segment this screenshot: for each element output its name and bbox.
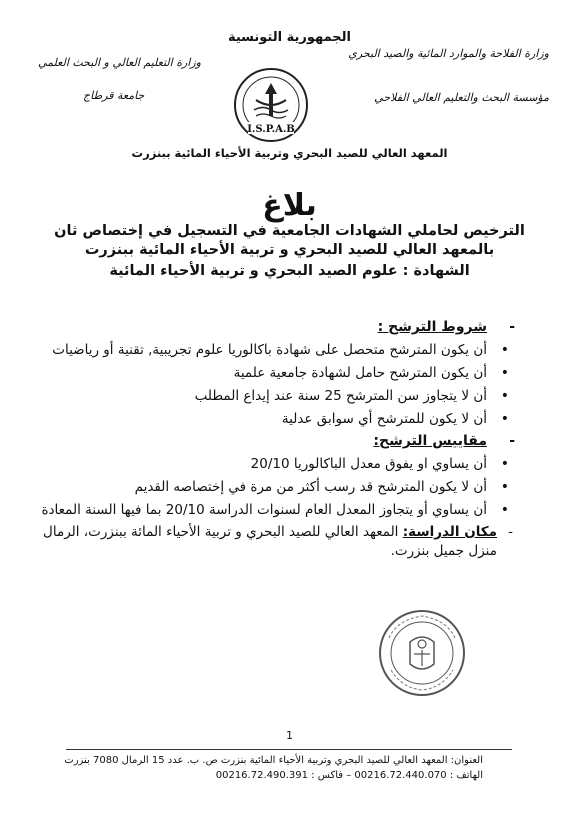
condition-item: • أن لا يتجاوز سن المترشح 25 سنة عند إيداع المطلب bbox=[40, 387, 497, 406]
footer-address: العنوان: المعهد العالي للصيد البحري وتربية الأحياء المائية بنزرت ص. ب. عدد 15 الرمال 7080 بنزرت bbox=[64, 755, 483, 766]
criteria-item: • أن يساوي او يفوق معدل الباكالوريا 20/10 bbox=[40, 455, 497, 474]
footer-divider bbox=[66, 749, 512, 750]
notice-subtitle-line-3: الشهادة : علوم الصيد البحري و تربية الأحياء المائية bbox=[109, 263, 470, 279]
condition-item: • أن يكون المترشح متحصل على شهادة باكالوريا علوم تجريبية, تقنية أو رياضيات bbox=[40, 341, 497, 360]
republic-header: الجمهورية التونسية bbox=[227, 30, 352, 45]
notice-subtitle-line-2: بالمعهد العالي للصيد البحري و تربية الأحياء المائية ببنزرت bbox=[84, 242, 495, 258]
footer-contact: الهاتف : 00216.72.440.070 – فاكس : 00216.72.490.391 bbox=[215, 770, 483, 781]
notice-body bbox=[40, 318, 515, 561]
conditions-heading: - شروط الترشح : bbox=[377, 319, 515, 335]
research-institution: مؤسسة البحث والتعليم العالي الفلاحي bbox=[374, 91, 549, 104]
study-place-value: المعهد العالي للصيد البحري و تربية الأحياء المائة ببنزرت، الرمال منزل جميل بنزرت. bbox=[43, 524, 497, 559]
study-place: - مكان الدراسة: المعهد العالي للصيد البحري و تربية الأحياء المائة ببنزرت، الرمال منزل جميل بنزرت. bbox=[43, 524, 513, 559]
notice-subtitle-line-1: الترخيص لحاملي الشهادات الجامعية في التسجيل في إختصاص ثان bbox=[54, 223, 525, 239]
university-name: جامعة قرطاج bbox=[83, 89, 145, 102]
criteria-item: • أن لا يكون المترشح قد رسب أكثر من مرة في إختصاصه القديم bbox=[40, 478, 497, 497]
study-place-label: مكان الدراسة: bbox=[402, 524, 497, 540]
institute-logo bbox=[232, 66, 310, 144]
ministry-agriculture: وزارة الفلاحة والموارد المائية والصيد البحري bbox=[348, 47, 549, 60]
institute-name: المعهد العالي للصيد البحري وتربية الأحياء المائية ببنزرت bbox=[131, 146, 448, 160]
logo-text: I.S.P.A.B bbox=[247, 124, 295, 135]
criteria-item: • أن يساوي أو يتجاوز المعدل العام لسنوات الدراسة 20/10 بما فيها السنة المعادة bbox=[40, 501, 497, 520]
official-stamp bbox=[377, 608, 467, 698]
notice-title: بلاغ bbox=[262, 188, 317, 223]
condition-item: • أن لا يكون للمترشح أي سوابق عدلية bbox=[40, 410, 497, 429]
criteria-heading: - مقاييس الترشح: bbox=[373, 433, 515, 449]
page-number: 1 bbox=[286, 729, 293, 742]
condition-item: • أن يكون المترشح حامل لشهادة جامعية علمية bbox=[40, 364, 497, 383]
ministry-higher-education: وزارة التعليم العالي و البحث العلمي bbox=[38, 56, 201, 69]
